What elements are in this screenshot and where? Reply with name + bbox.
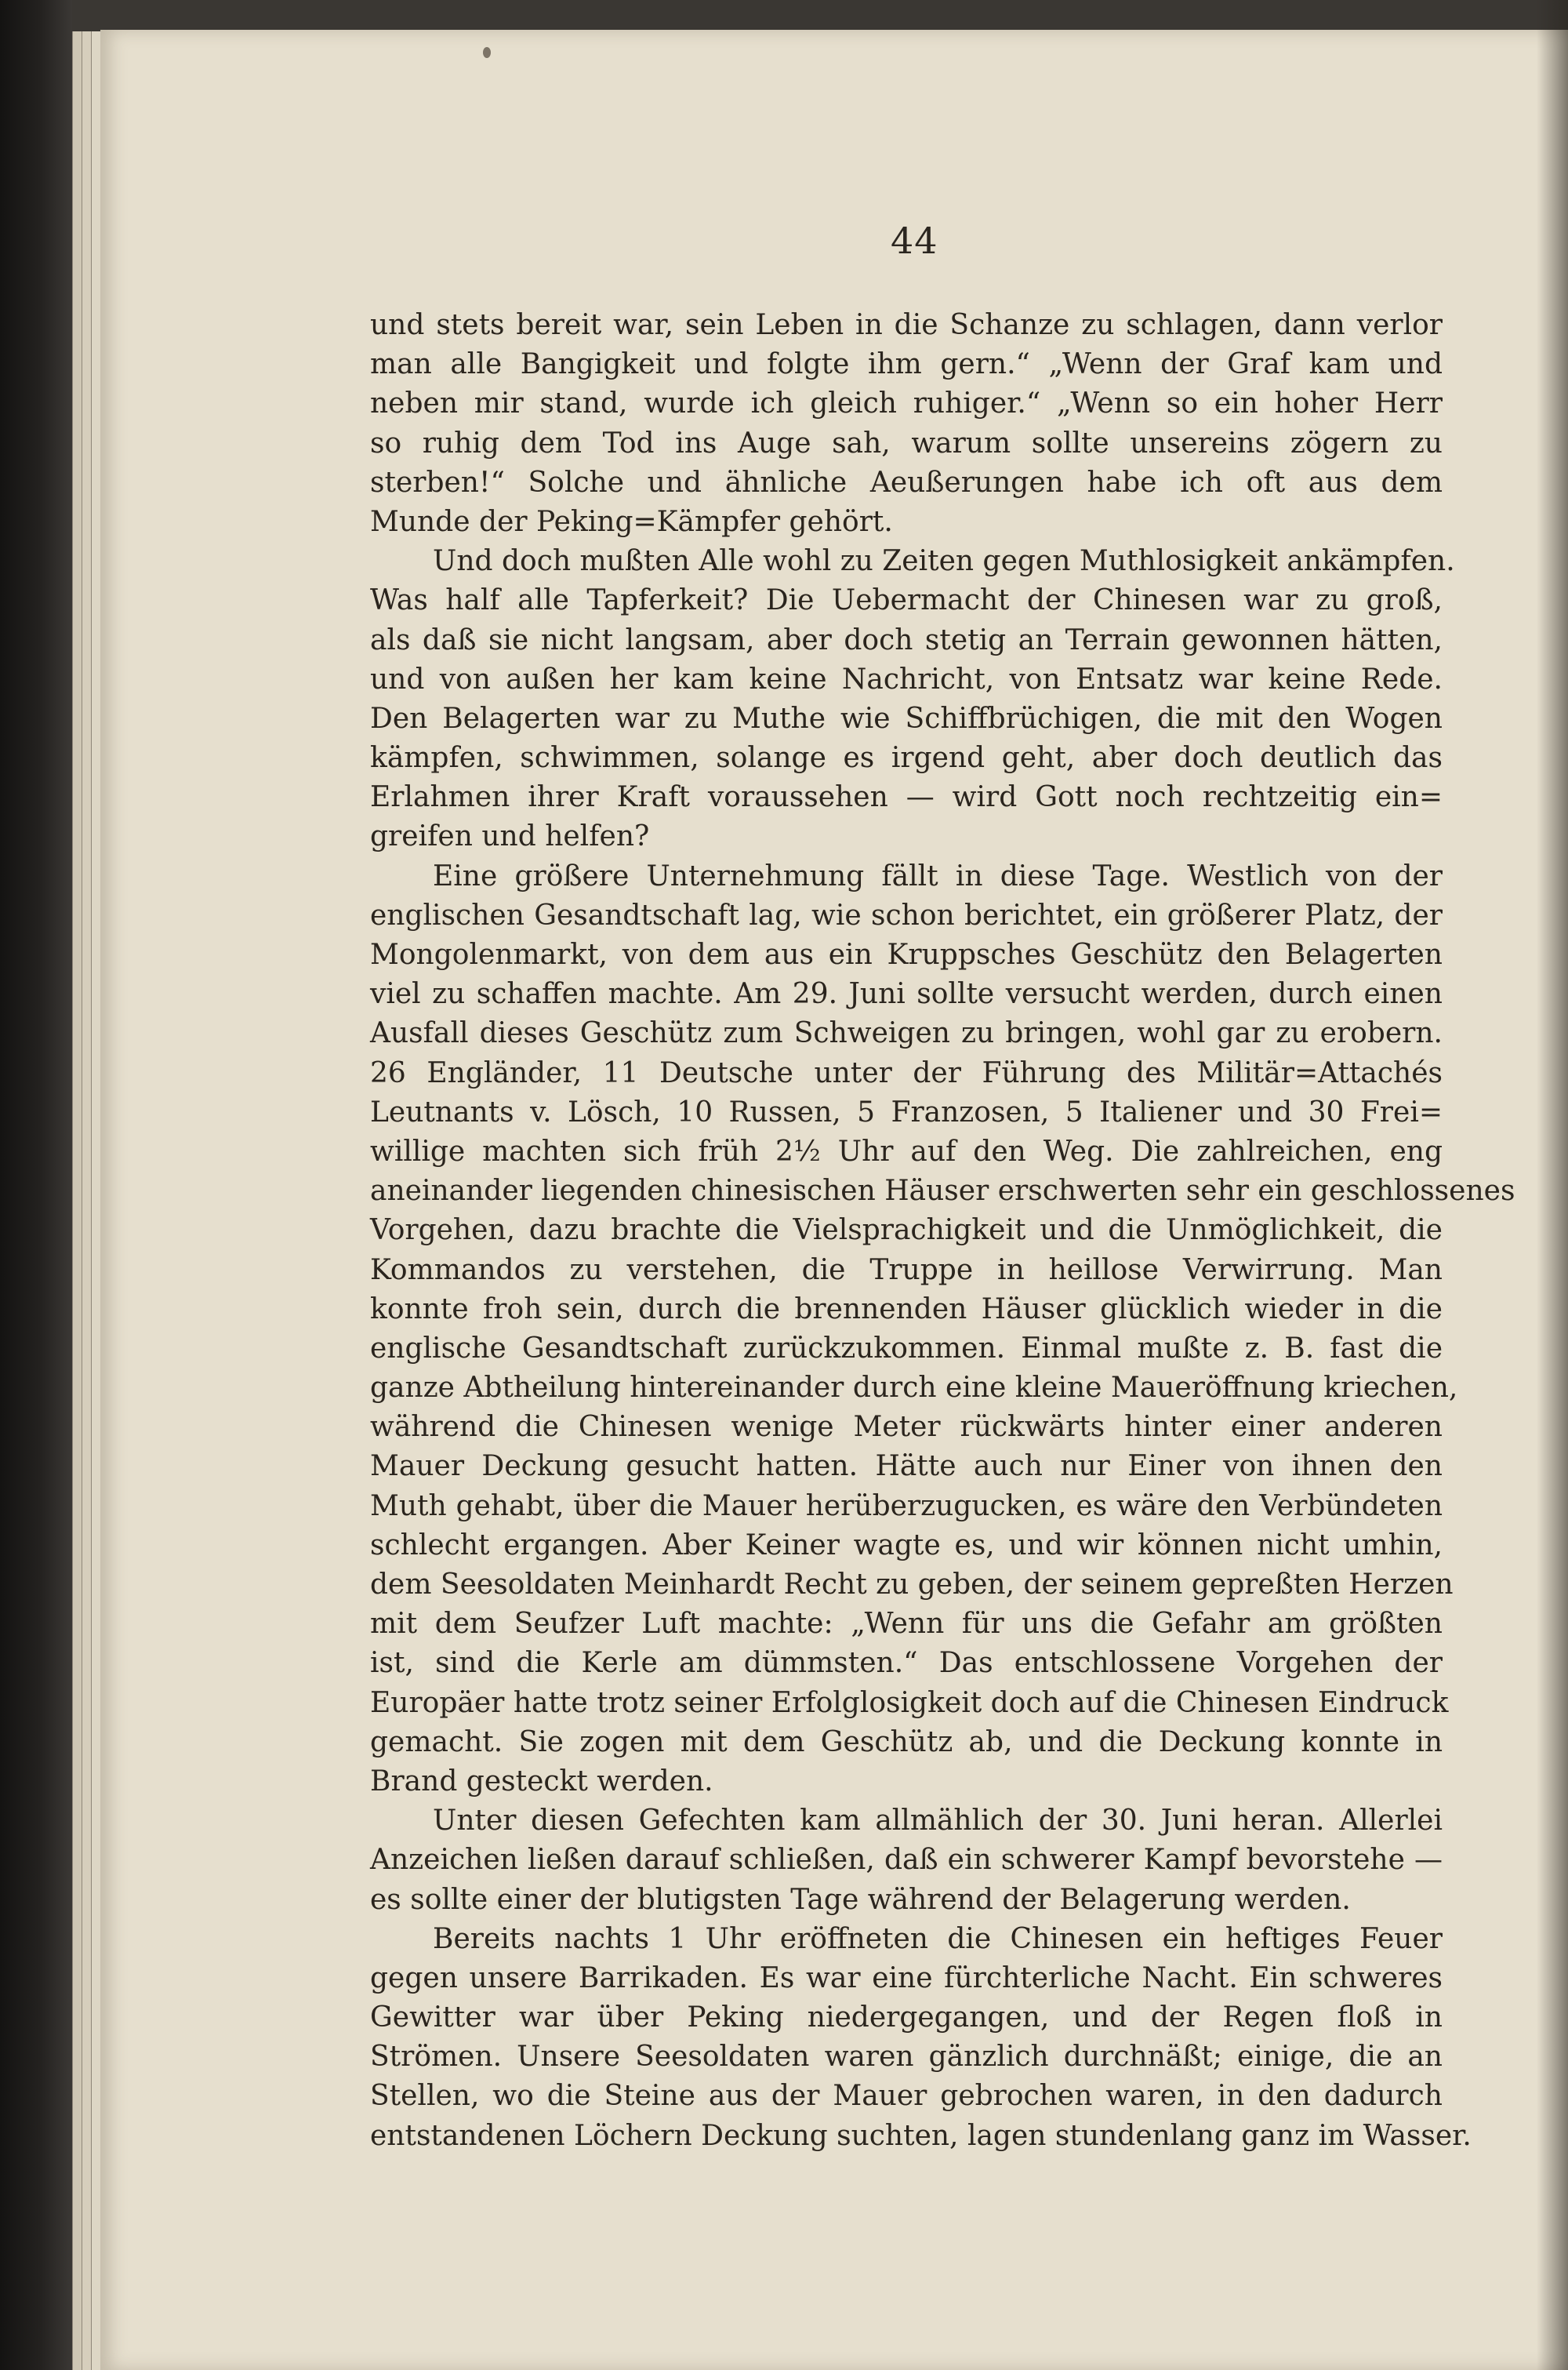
text-line: englische Gesandtschaft zurückzukommen. Einmal mußte z. B. fast die	[370, 1332, 1443, 1365]
text-line: Stellen, wo die Steine aus der Mauer gebrochen waren, in den dadurch	[370, 2080, 1443, 2113]
text-line: Und doch mußten Alle wohl zu Zeiten gegen Muthlosigkeit ankämpfen.	[433, 545, 1455, 578]
text-line: Anzeichen ließen darauf schließen, daß ein schwerer Kampf bevorstehe —	[370, 1844, 1443, 1877]
text-line: es sollte einer der blutigsten Tage während der Belagerung werden.	[370, 1883, 1351, 1916]
text-line: greifen und helfen?	[370, 820, 650, 853]
text-line: kämpfen, schwimmen, solange es irgend geht, aber doch deutlich das	[370, 742, 1443, 775]
text-line: Mauer Deckung gesucht hatten. Hätte auch nur Einer von ihnen den	[370, 1450, 1443, 1483]
text-line: viel zu schaffen machte. Am 29. Juni sollte versucht werden, durch einen	[370, 978, 1443, 1011]
text-line: Strömen. Unsere Seesoldaten waren gänzlich durchnäßt; einige, die an	[370, 2041, 1443, 2074]
body-text	[370, 306, 1515, 2156]
text-line: Unter diesen Gefechten kam allmählich der 30. Juni heran. Allerlei	[433, 1805, 1443, 1837]
text-line: gegen unsere Barrikaden. Es war eine fürchterliche Nacht. Ein schweres	[370, 1961, 1443, 1994]
text-line: Mongolenmarkt, von dem aus ein Kruppsches Geschütz den Belagerten	[370, 939, 1443, 971]
text-line: Erlahmen ihrer Kraft voraussehen — wird Gott noch rechtzeitig ein=	[370, 781, 1443, 814]
text-line: Brand gesteckt werden.	[370, 1765, 713, 1797]
text-line: Vorgehen, dazu brachte die Vielsprachigkeit und die Unmöglichkeit, die	[370, 1214, 1443, 1247]
text-line: schlecht ergangen. Aber Keiner wagte es, und wir können nicht umhin,	[370, 1529, 1443, 1561]
text-line: ganze Abtheilung hintereinander durch eine kleine Maueröffnung kriechen,	[370, 1372, 1458, 1405]
text-line: konnte froh sein, durch die brennenden Häuser glücklich wieder in die	[370, 1292, 1443, 1325]
text-line: Leutnants v. Lösch, 10 Russen, 5 Franzosen, 5 Italiener und 30 Frei=	[370, 1096, 1443, 1129]
book-binding	[0, 0, 72, 2370]
text-line: und stets bereit war, sein Leben in die Schanze zu schlagen, dann verlor	[370, 309, 1443, 341]
text-line: Kommandos zu verstehen, die Truppe in heillose Verwirrung. Man	[370, 1253, 1443, 1286]
text-line: willige machten sich früh 2½ Uhr auf den Weg. Die zahlreichen, eng	[370, 1135, 1443, 1168]
text-line: so ruhig dem Tod ins Auge sah, warum sollte unsereins zögern zu	[370, 427, 1443, 460]
page-number: 44	[891, 220, 938, 262]
text-line: Den Belagerten war zu Muthe wie Schiffbrüchigen, die mit den Wogen	[370, 702, 1443, 735]
text-line: Gewitter war über Peking niedergegangen, und der Regen floß in	[370, 2001, 1443, 2034]
text-line: englischen Gesandtschaft lag, wie schon berichtet, ein größerer Platz, der	[370, 899, 1443, 932]
text-line: und von außen her kam keine Nachricht, von Entsatz war keine Rede.	[370, 663, 1443, 696]
text-line: entstandenen Löchern Deckung suchten, lagen stundenlang ganz im Wasser.	[370, 2119, 1472, 2152]
text-line: ist, sind die Kerle am dümmsten.“ Das entschlossene Vorgehen der	[370, 1647, 1443, 1680]
text-line: Ausfall dieses Geschütz zum Schweigen zu bringen, wohl gar zu erobern.	[370, 1017, 1443, 1050]
text-line: 26 Engländer, 11 Deutsche unter der Führung des Militär=Attachés	[370, 1056, 1443, 1089]
text-line: neben mir stand, wurde ich gleich ruhiger.“ „Wenn so ein hoher Herr	[370, 387, 1443, 420]
text-line: mit dem Seufzer Luft machte: „Wenn für uns die Gefahr am größten	[370, 1608, 1443, 1641]
text-line: Eine größere Unternehmung fällt in diese Tage. Westlich von der	[433, 860, 1443, 892]
text-line: Munde der Peking=Kämpfer gehört.	[370, 505, 893, 538]
text-line: Was half alle Tapferkeit? Die Uebermacht der Chinesen war zu groß,	[370, 584, 1443, 617]
paper-spot	[483, 47, 491, 58]
text-line: Bereits nachts 1 Uhr eröffneten die Chinesen ein heftiges Feuer	[433, 1922, 1443, 1955]
text-line: aneinander liegenden chinesischen Häuser erschwerten sehr ein geschlossenes	[370, 1175, 1515, 1208]
text-line: als daß sie nicht langsam, aber doch stetig an Terrain gewonnen hätten,	[370, 623, 1443, 656]
scan-right-shadow	[1537, 0, 1568, 2370]
scan-top-border	[0, 0, 1568, 33]
text-line: Europäer hatte trotz seiner Erfolglosigkeit doch auf die Chinesen Eindruck	[370, 1686, 1449, 1719]
text-line: gemacht. Sie zogen mit dem Geschütz ab, und die Deckung konnte in	[370, 1725, 1443, 1758]
text-line: Muth gehabt, über die Mauer herüberzugucken, es wäre den Verbündeten	[370, 1489, 1443, 1522]
text-line: man alle Bangigkeit und folgte ihm gern.“ „Wenn der Graf kam und	[370, 348, 1443, 381]
text-line: sterben!“ Solche und ähnliche Aeußerungen habe ich oft aus dem	[370, 466, 1443, 499]
text-line: dem Seesoldaten Meinhardt Recht zu geben, der seinem gepreßten Herzen	[370, 1568, 1454, 1601]
text-line: während die Chinesen wenige Meter rückwärts hinter einer anderen	[370, 1411, 1443, 1444]
